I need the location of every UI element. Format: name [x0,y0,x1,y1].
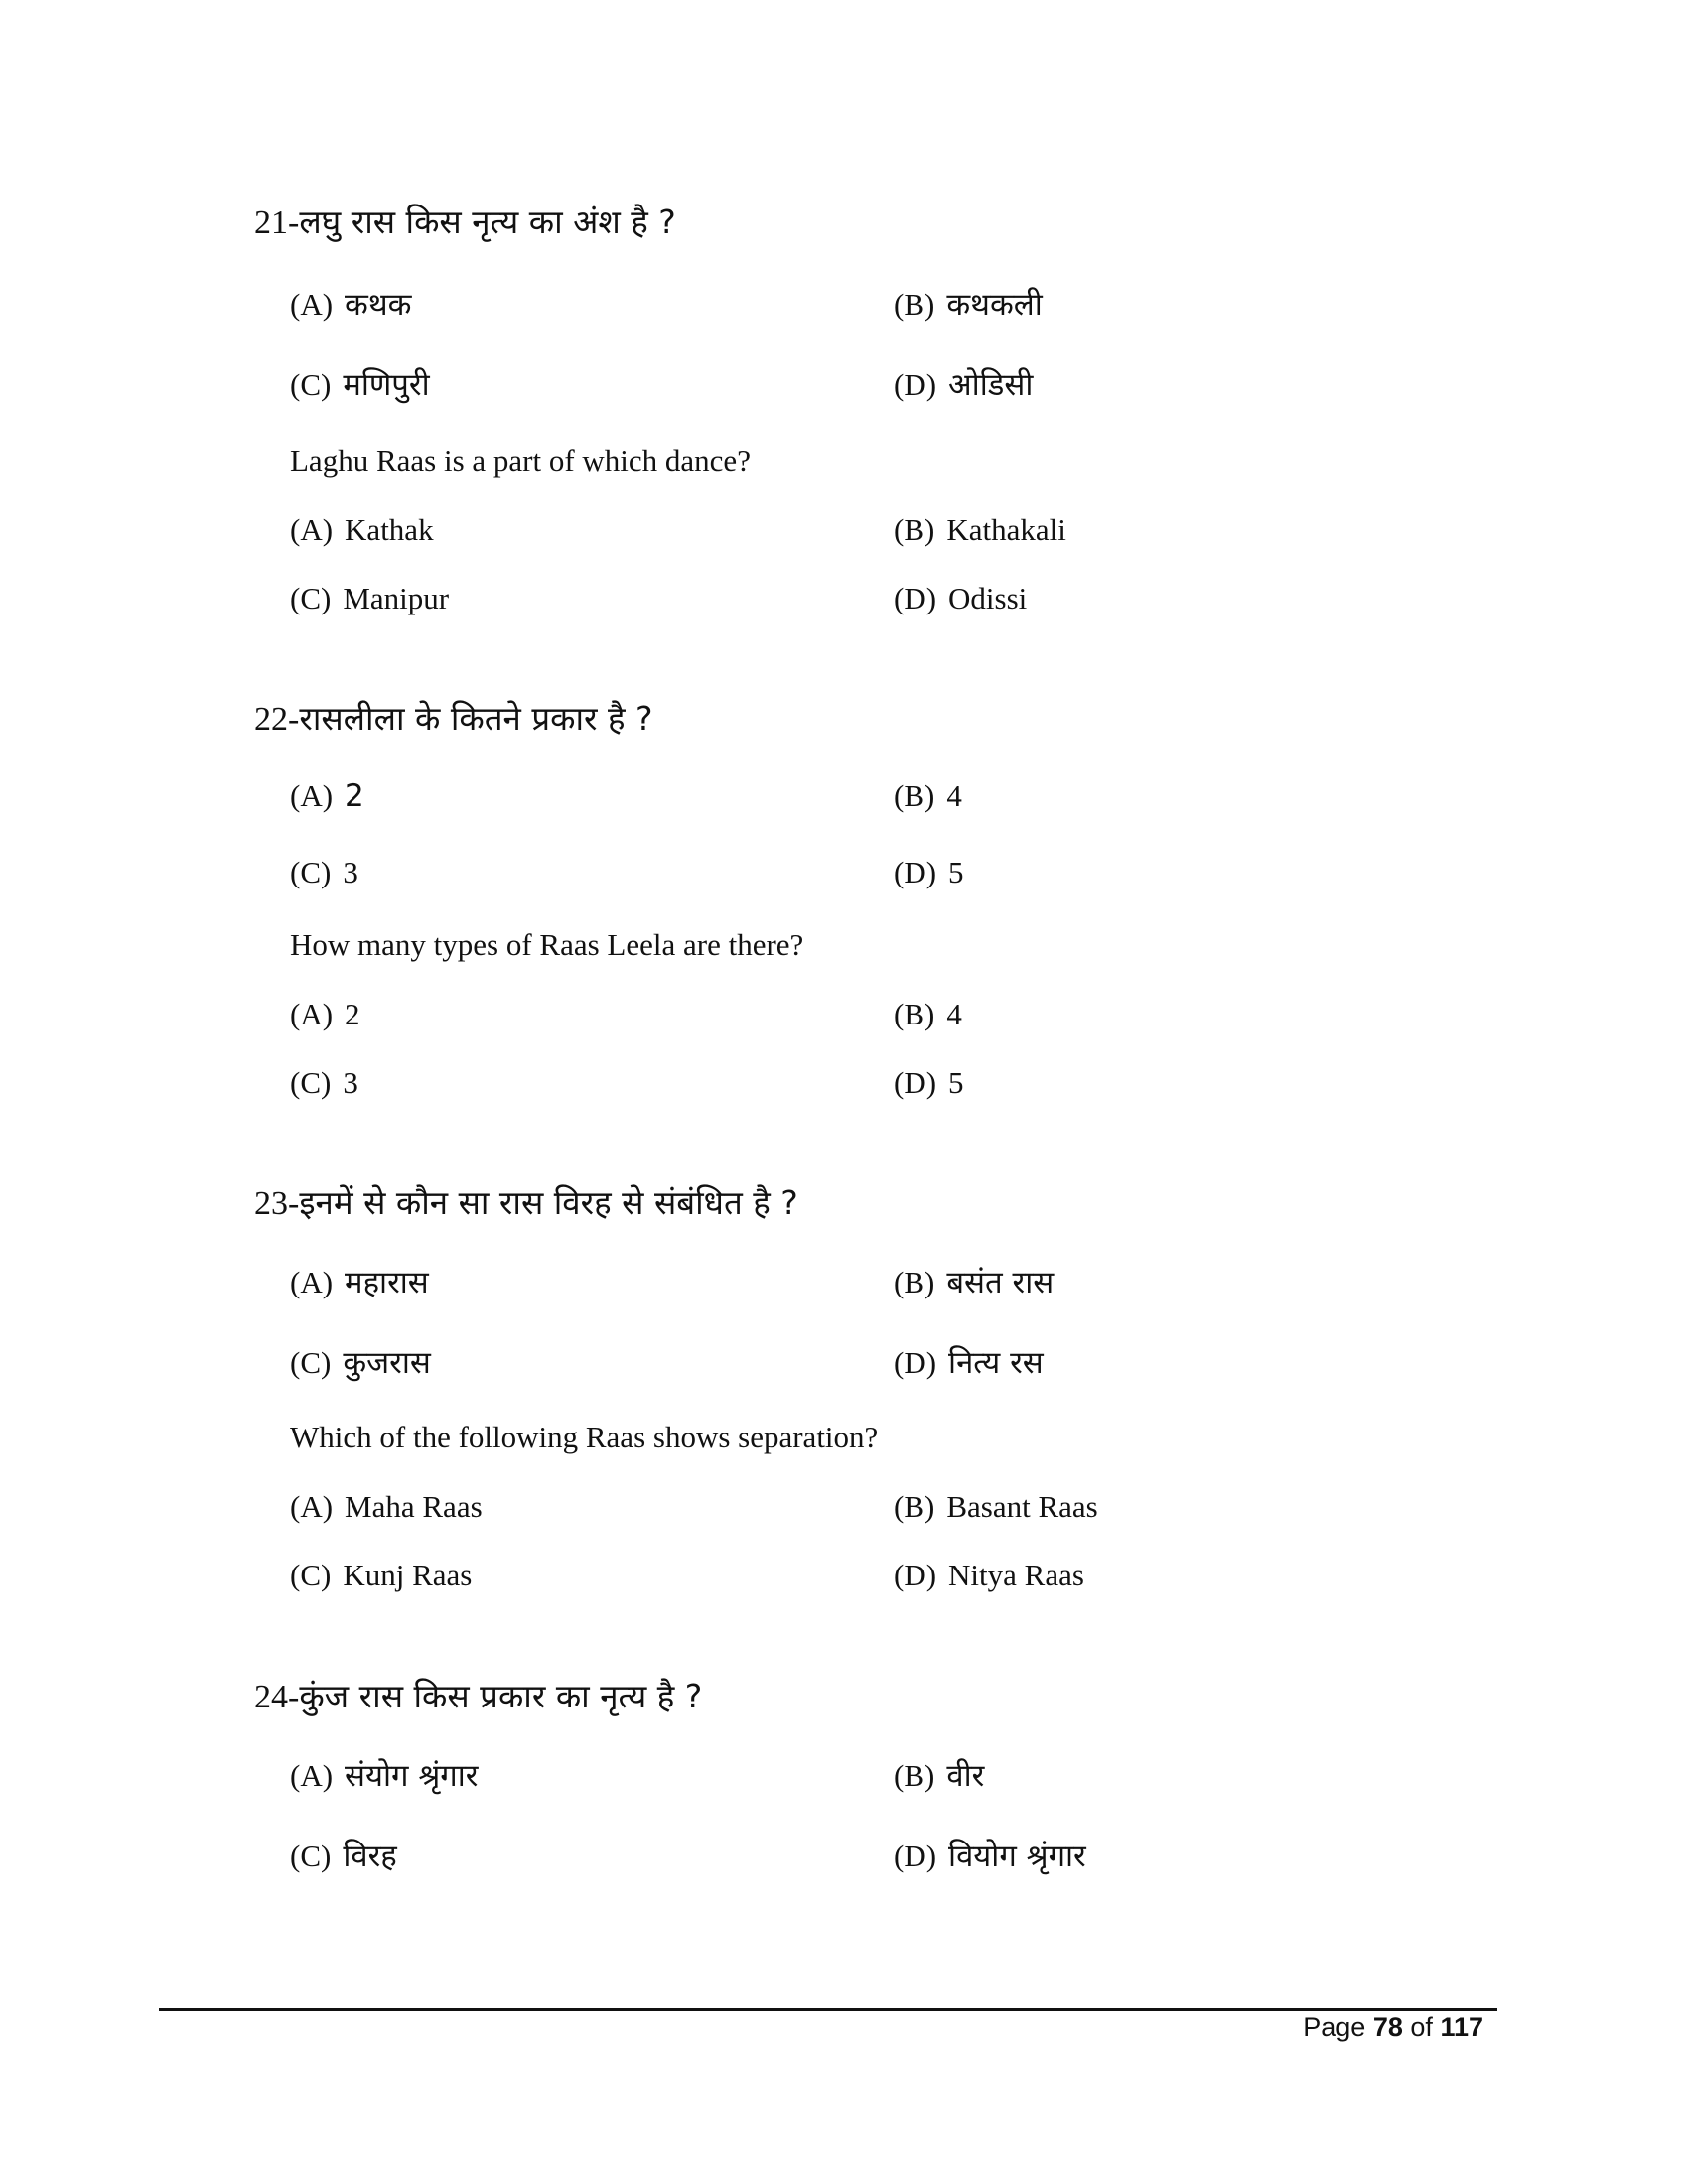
option-text: 5 [948,1065,964,1100]
option-text: Nitya Raas [948,1558,1084,1592]
option-text: संयोग श्रृंगार [345,1758,479,1794]
option-d [894,855,964,890]
option-a [290,1754,478,1796]
option-c [290,855,358,890]
option-text: वीर [946,1758,985,1794]
option-text: बसंत रास [946,1265,1055,1300]
option-label: (A) [290,1265,334,1299]
option-c [290,1835,397,1876]
page-total: 117 [1440,2012,1483,2042]
option-a [290,1261,429,1302]
option-text: महारास [345,1265,429,1300]
option-d [894,363,1033,405]
option-b [894,1754,984,1796]
option-text: कुजरास [343,1345,431,1381]
option-b [894,512,1066,548]
option-text: Maha Raas [345,1489,483,1524]
question-text: लघु रास किस नृत्य का अंश है ? [299,203,676,241]
option-label: (C) [290,1839,332,1873]
option-label: (A) [290,287,334,322]
option-text: Odissi [948,581,1028,615]
option-c [290,1065,358,1101]
option-label: (D) [894,1558,937,1592]
option-text: 3 [343,1065,358,1100]
option-label: (C) [290,1558,332,1592]
page-of: of [1410,2012,1433,2042]
option-text: 2 [345,997,360,1031]
footer-divider [159,2008,1497,2011]
option-text: कथकली [946,287,1043,323]
option-label: (A) [290,778,334,813]
option-text: मणिपुरी [343,367,430,403]
option-d [894,1341,1044,1383]
option-text: 5 [948,855,964,889]
page-current: 78 [1372,2012,1403,2042]
option-text: विरह [343,1839,397,1874]
option-label: (C) [290,1345,332,1380]
option-a [290,283,411,325]
option-a [290,1489,483,1525]
option-label: (C) [290,581,332,615]
option-d [894,1835,1086,1876]
option-text: Basant Raas [946,1489,1098,1524]
option-label: (D) [894,855,937,889]
question-text: कुंज रास किस प्रकार का नृत्य है ? [299,1677,703,1715]
option-label: (C) [290,1065,332,1100]
option-text: Kathak [345,512,434,547]
option-text: 3 [343,855,358,889]
option-c [290,581,449,616]
question-22-hindi [254,695,653,740]
option-a [290,778,364,814]
question-23-english: Which of the following Raas shows separation? [290,1420,879,1454]
question-21-hindi [254,199,676,243]
option-b [894,997,962,1032]
option-label: (B) [894,512,935,547]
page-number [1303,2012,1483,2043]
option-label: (D) [894,367,937,402]
question-number: 22- [254,701,300,738]
question-21-english: Laghu Raas is a part of which dance? [290,443,751,478]
option-label: (A) [290,997,334,1031]
option-label: (D) [894,1065,937,1100]
option-label: (C) [290,367,332,402]
option-label: (A) [290,1489,334,1524]
option-b [894,1261,1054,1302]
option-label: (B) [894,1489,935,1524]
option-label: (C) [290,855,332,889]
option-label: (A) [290,512,334,547]
question-number: 21- [254,205,300,241]
option-label: (A) [290,1758,334,1793]
option-label: (B) [894,1265,935,1299]
option-c [290,1558,472,1593]
option-label: (D) [894,1345,937,1380]
question-23-hindi [254,1179,798,1224]
option-text: 4 [946,997,962,1031]
option-b [894,1489,1098,1525]
question-text: रासलीला के कितने प्रकार है ? [299,699,653,738]
option-d [894,1065,964,1101]
option-text: Kathakali [946,512,1066,547]
question-text: इनमें से कौन सा रास विरह से संबंधित है ? [299,1183,798,1222]
option-label: (B) [894,997,935,1031]
option-label: (D) [894,581,937,615]
option-a [290,512,434,548]
option-text: कथक [345,287,412,323]
option-a [290,997,360,1032]
question-number: 24- [254,1679,300,1715]
option-label: (B) [894,287,935,322]
option-label: (D) [894,1839,937,1873]
option-label: (B) [894,778,935,813]
option-text: Kunj Raas [343,1558,473,1592]
option-text: वियोग श्रृंगार [948,1839,1086,1874]
option-b [894,778,962,814]
option-c [290,363,430,405]
question-24-hindi [254,1673,702,1717]
question-22-english: How many types of Raas Leela are there? [290,927,804,962]
option-text: 4 [946,778,962,813]
option-text: Manipur [343,581,450,615]
option-d [894,1558,1084,1593]
question-number: 23- [254,1185,300,1222]
option-text: 2 [345,778,364,814]
option-text: नित्य रस [948,1345,1044,1381]
option-text: ओडिसी [948,367,1034,403]
option-b [894,283,1043,325]
option-label: (B) [894,1758,935,1793]
option-d [894,581,1027,616]
option-c [290,1341,431,1383]
page-prefix: Page [1303,2012,1366,2042]
